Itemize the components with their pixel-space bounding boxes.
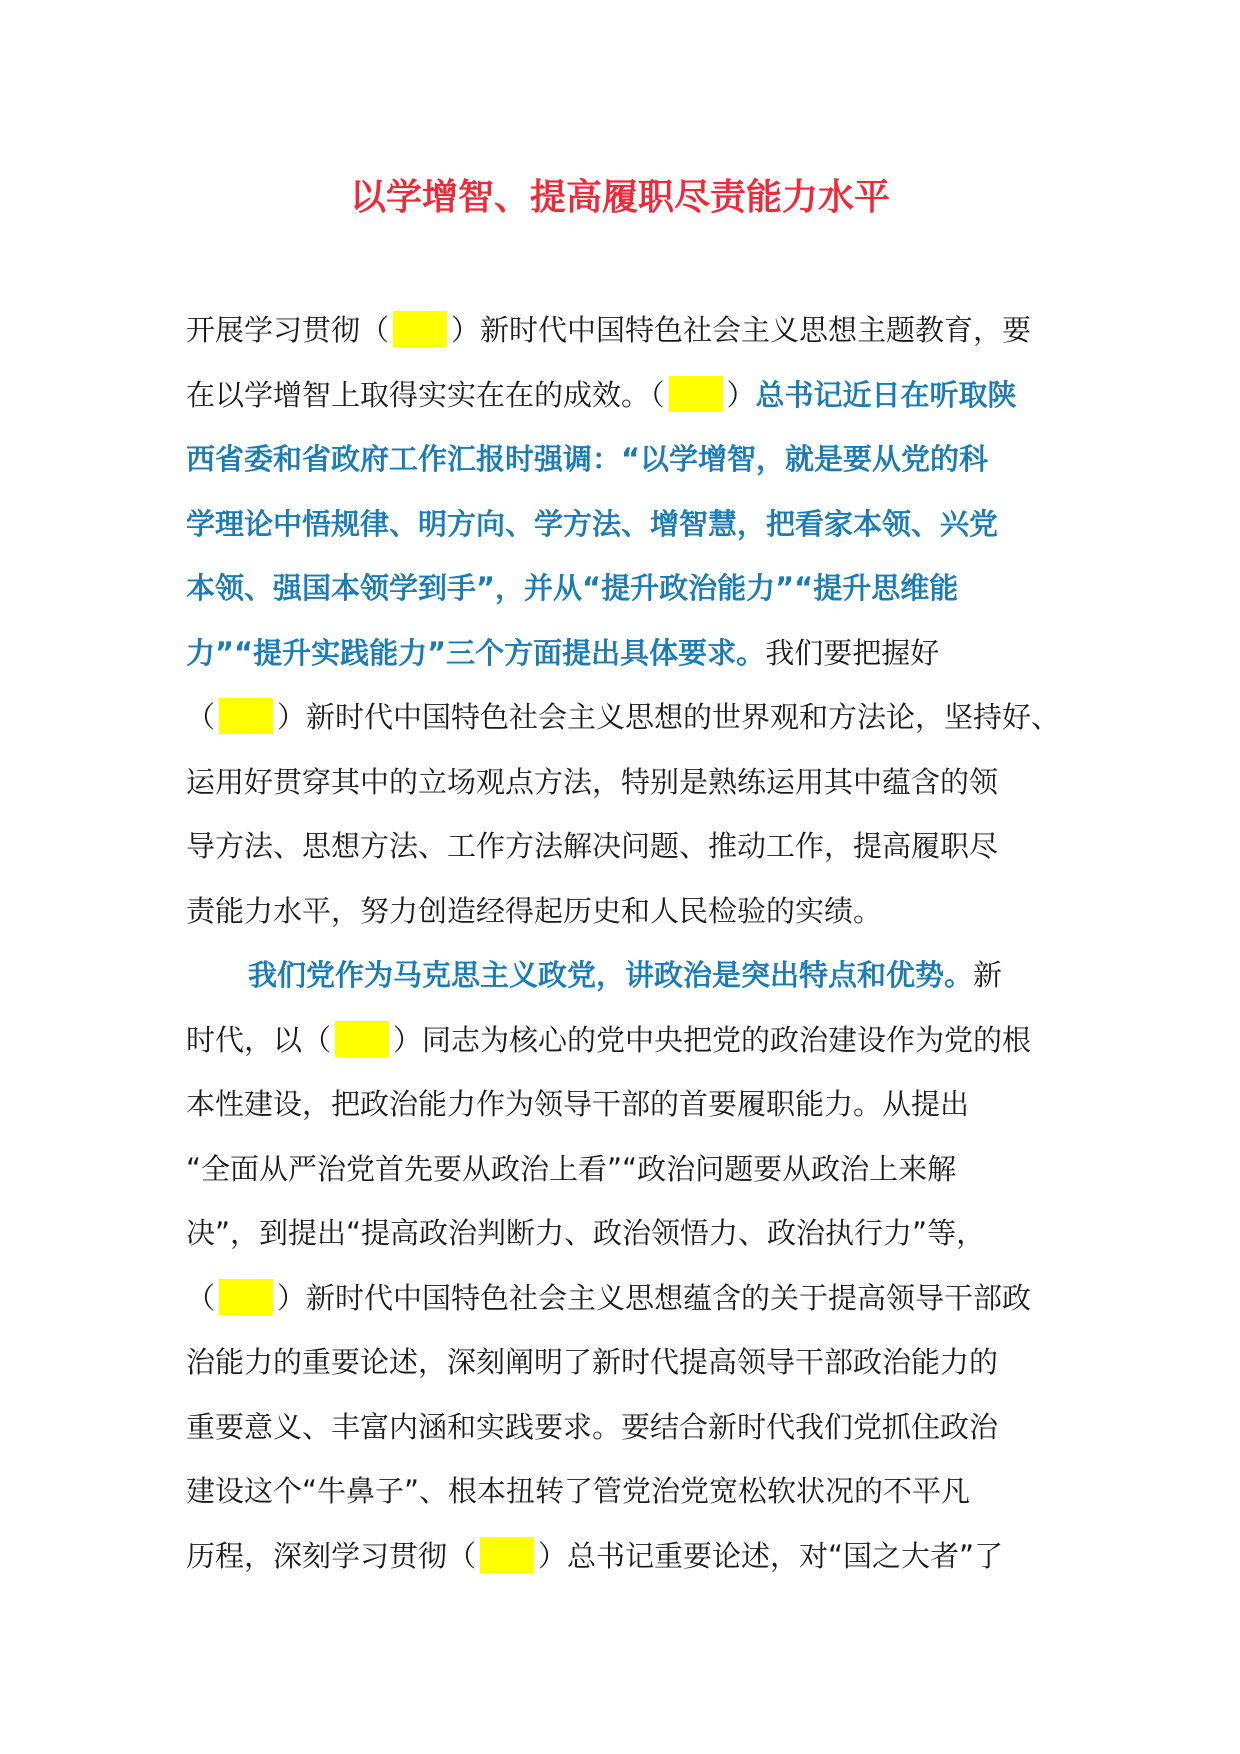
- text-run: 建设这个“牛鼻子”、根本扭转了管党治党宽松软状况的不平凡: [186, 1474, 971, 1508]
- text-run: 新: [973, 958, 1003, 992]
- text-line: [186, 879, 1086, 944]
- emphasis-text: 总书记近日在听取陕: [755, 377, 1017, 412]
- text-line: [186, 363, 1086, 428]
- document-title: 以学增智、提高履职尽责能力水平: [349, 177, 890, 218]
- text-run: （: [186, 700, 216, 734]
- text-run: 本性建设，把政治能力作为领导干部的首要履职能力。从提出: [186, 1087, 970, 1121]
- text-run: 在以学增智上取得实实在在的成效。（: [186, 377, 665, 412]
- text-line: [186, 1524, 1086, 1589]
- emphasis-text: 学理论中悟规律、明方向、学方法、增智慧，把看家本领、兴党: [186, 506, 999, 541]
- text-run: 历程，深刻学习贯彻（: [186, 1538, 477, 1573]
- highlight-blank: [219, 698, 273, 734]
- text-run: 决”，到提出“提高政治判断力、政治领悟力、政治执行力”等，: [186, 1216, 986, 1250]
- text-run: 时代，以（: [186, 1022, 332, 1057]
- text-run: 责能力水平，努力创造经得起历史和人民检验的实绩。: [186, 893, 883, 928]
- text-line: [186, 1330, 1086, 1395]
- text-line: [186, 685, 1086, 750]
- text-run: “全面从严治党首先要从政治上看”“政治问题要从政治上来解: [186, 1151, 957, 1186]
- emphasis-text: 我们党作为马克思主义政党，讲政治是突出特点和优势。: [248, 958, 974, 992]
- text-run: （: [186, 1280, 216, 1315]
- text-line: [186, 1008, 1086, 1073]
- text-line: [186, 492, 1086, 557]
- emphasis-text: 西省委和省政府工作汇报时强调：“以学增智，就是要从党的科: [186, 442, 989, 476]
- text-line: [186, 1459, 1086, 1524]
- text-line: [186, 1072, 1086, 1137]
- text-run: 治能力的重要论述，深刻阐明了新时代提高领导干部政治能力的: [186, 1345, 999, 1379]
- highlight-blank: [669, 376, 723, 412]
- text-run: 重要意义、丰富内涵和实践要求。要结合新时代我们党抓住政治: [186, 1409, 999, 1444]
- text-run: 我们要把握好: [765, 635, 940, 670]
- text-run: ）: [726, 377, 756, 412]
- text-line: [186, 427, 1086, 492]
- highlight-blank: [219, 1279, 273, 1315]
- highlight-blank: [393, 311, 447, 347]
- text-line: [186, 750, 1086, 815]
- emphasis-text: 本领、强国本领学到手”，并从“提升政治能力”“提升思维能: [186, 571, 959, 605]
- emphasis-text: 力”“提升实践能力”三个方面提出具体要求。: [186, 635, 766, 670]
- text-line: [186, 621, 1086, 686]
- text-line: [186, 1137, 1086, 1202]
- text-run: ）总书记重要论述，对“国之大者”了: [538, 1538, 1004, 1573]
- text-run: ）新时代中国特色社会主义思想主题教育，要: [451, 313, 1032, 347]
- text-run: 开展学习贯彻（: [186, 313, 390, 347]
- highlight-blank: [480, 1537, 534, 1573]
- text-line: [186, 556, 1086, 621]
- text-line: [186, 814, 1086, 879]
- text-run: 导方法、思想方法、工作方法解决问题、推动工作，提高履职尽: [186, 829, 999, 863]
- text-run: 运用好贯穿其中的立场观点方法，特别是熟练运用其中蕴含的领: [186, 764, 999, 799]
- text-line: [186, 298, 1086, 363]
- highlight-blank: [335, 1021, 389, 1057]
- text-line: [186, 1395, 1086, 1460]
- text-run: ）同志为核心的党中央把党的政治建设作为党的根: [393, 1022, 1032, 1057]
- text-line: [186, 1266, 1086, 1331]
- text-run: ）新时代中国特色社会主义思想的世界观和方法论，坚持好、: [277, 700, 1061, 734]
- text-line: [186, 943, 1086, 1008]
- text-run: ）新时代中国特色社会主义思想蕴含的关于提高领导干部政: [277, 1280, 1032, 1315]
- text-line: [186, 1201, 1086, 1266]
- document-body: [186, 298, 1086, 1588]
